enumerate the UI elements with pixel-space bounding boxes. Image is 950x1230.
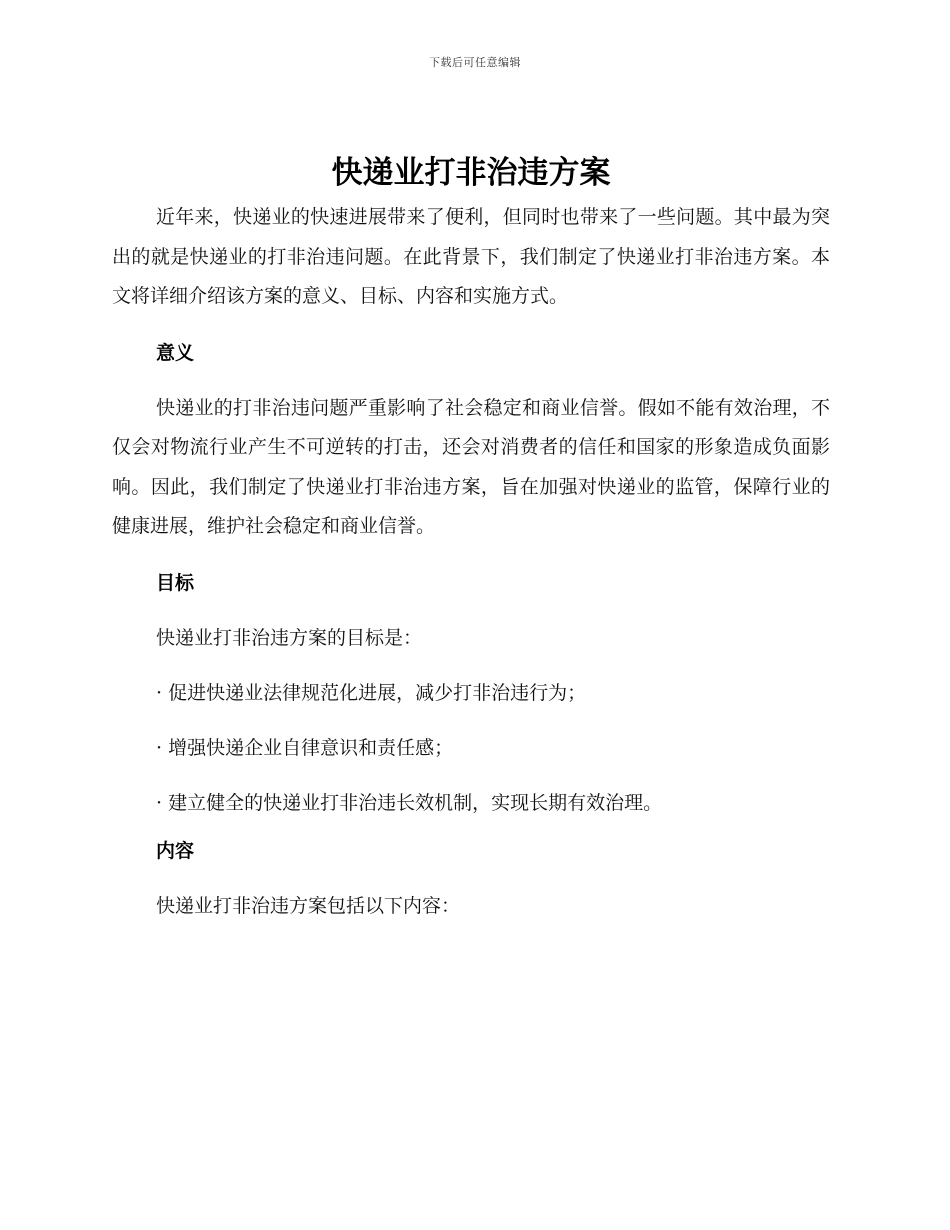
section-heading-significance: 意义 [156,341,195,364]
significance-paragraph: 快递业的打非治违问题严重影响了社会稳定和商业信誉。假如不能有效治理，不仅会对物流行业产生不可逆转的打击，还会对消费者的信任和国家的形象造成负面影响。因此，我们制定了快递业打非治违方案，旨在加强对快递业的监管，保障行业的健康进展，维护社会稳定和商业信誉。 [112,396,830,537]
contents-lead: 快递业打非治违方案包括以下内容： [156,894,461,917]
goals-lead: 快递业打非治违方案的目标是： [156,626,423,649]
document-body [112,148,830,918]
intro-paragraph: 近年来，快递业的快速进展带来了便利，但同时也带来了一些问题。其中最为突出的就是快递业的打非治违问题。在此背景下，我们制定了快递业打非治违方案。本文将详细介绍该方案的意义、目标、内容和实施方式。 [112,206,830,307]
goal-item: · 增强快递企业自律意识和责任感； [156,736,454,759]
section-heading-contents: 内容 [156,839,195,862]
document-title: 快递业打非治违方案 [331,155,611,191]
section-heading-goals: 目标 [156,571,195,594]
goal-item: · 建立健全的快递业打非治违长效机制，实现长期有效治理。 [156,791,663,814]
goal-item: · 促进快递业法律规范化进展，减少打非治违行为； [156,681,587,704]
header-note: 下载后可任意编辑 [429,56,521,69]
